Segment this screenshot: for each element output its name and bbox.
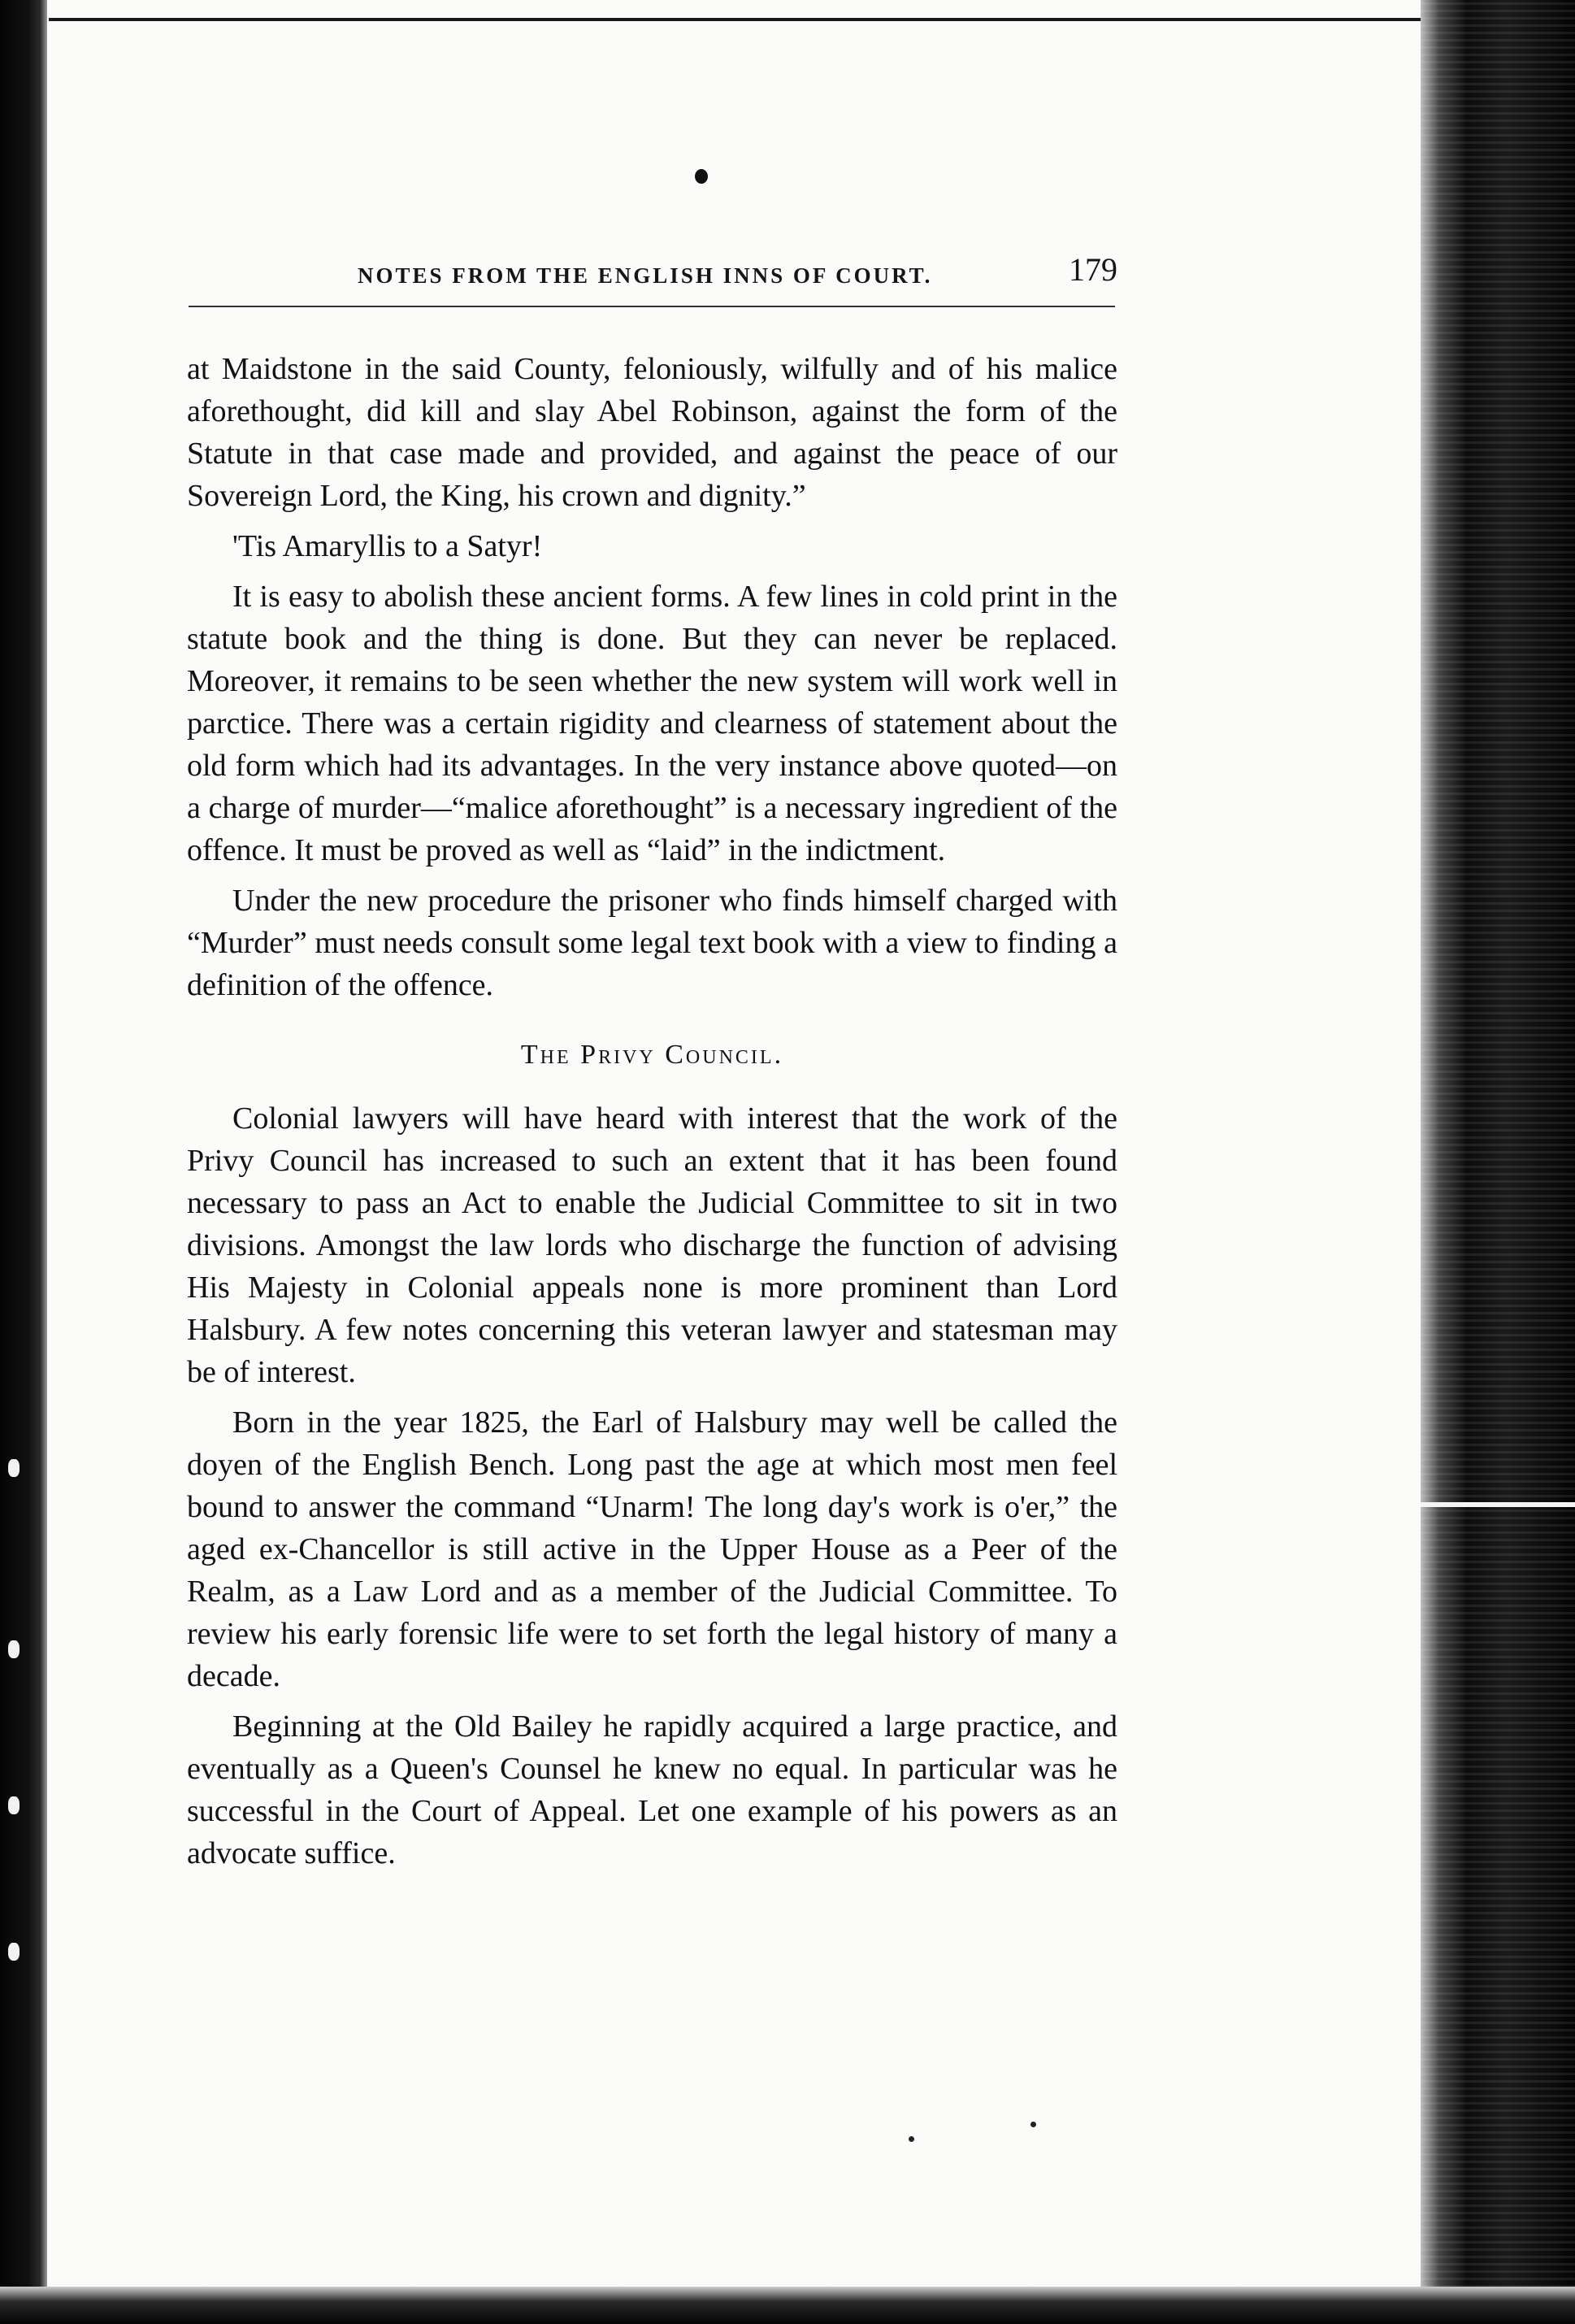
paragraph: It is easy to abolish these ancient forms. A few lines in cold print in the statute book and the thing is done. But they can never be replaced. Moreover, it remains to be seen whether the new system will work well in parctice. There was a certain rigidity and clearness of statement about the old form which had its advantages. In the very instance above quoted—on a charge of murder—“malice aforethought” is a necessary ingredient of the offence. It must be proved as well as “laid” in the indictment. [187, 580, 1117, 867]
scan-top-border [49, 18, 1422, 21]
right-page-edge [1421, 0, 1575, 2324]
page-number: 179 [1069, 251, 1117, 288]
ink-speck [909, 2136, 914, 2142]
paragraph: Beginning at the Old Bailey he rapidly acquired a large practice, and eventually as a Queen's Counsel he knew no equal. In particular was he successful in the Court of Appeal. Let one example of his powers as an advocate suffice. [187, 1709, 1117, 1870]
ink-spot [695, 169, 708, 184]
left-binding-edge [0, 0, 47, 2324]
section-heading: The Privy Council. [520, 1040, 784, 1070]
bottom-page-edge [0, 2287, 1575, 2324]
body-text [187, 348, 1117, 1883]
running-head [187, 250, 1117, 299]
edge-highlight [1421, 1502, 1575, 1507]
paragraph: at Maidstone in the said County, feloniously, wilfully and of his malice aforethought, did kill and slay Abel Robinson, against the form of the Statute in that case made and provided, and against the peace of our Sovereign Lord, the King, his crown and dignity.” [187, 352, 1117, 513]
paragraph: Under the new procedure the prisoner who finds himself charged with “Murder” must needs consult some legal text book with a view to finding a definition of the offence. [187, 884, 1117, 1002]
header-rule [189, 306, 1115, 307]
paragraph: Colonial lawyers will have heard with interest that the work of the Privy Council has increased to such an extent that it has been found necessary to pass an Act to enable the Judicial Committee to sit in two divisions. Amongst the law lords who discharge the function of advising His Majesty in Colonial appeals none is more prominent than Lord Halsbury. A few notes concerning this veteran lawyer and statesman may be of interest. [187, 1101, 1117, 1389]
paragraph: Born in the year 1825, the Earl of Halsbury may well be called the doyen of the English Bench. Long past the age at which most men feel bound to answer the command “Unarm! The long day's work is o'er,” the aged ex-Chancellor is still active in the Upper House as a Peer of the Realm, as a Law Lord and as a member of the Judicial Committee. To review his early forensic life were to set forth the legal history of many a decade. [187, 1405, 1117, 1693]
running-title: NOTES FROM THE ENGLISH INNS OF COURT. [358, 263, 933, 288]
binding-hole [8, 1459, 20, 1477]
binding-hole [8, 1796, 20, 1814]
binding-hole [8, 1640, 20, 1658]
paragraph: 'Tis Amaryllis to a Satyr! [232, 529, 543, 563]
binding-hole [8, 1943, 20, 1961]
ink-speck [1030, 2122, 1036, 2127]
